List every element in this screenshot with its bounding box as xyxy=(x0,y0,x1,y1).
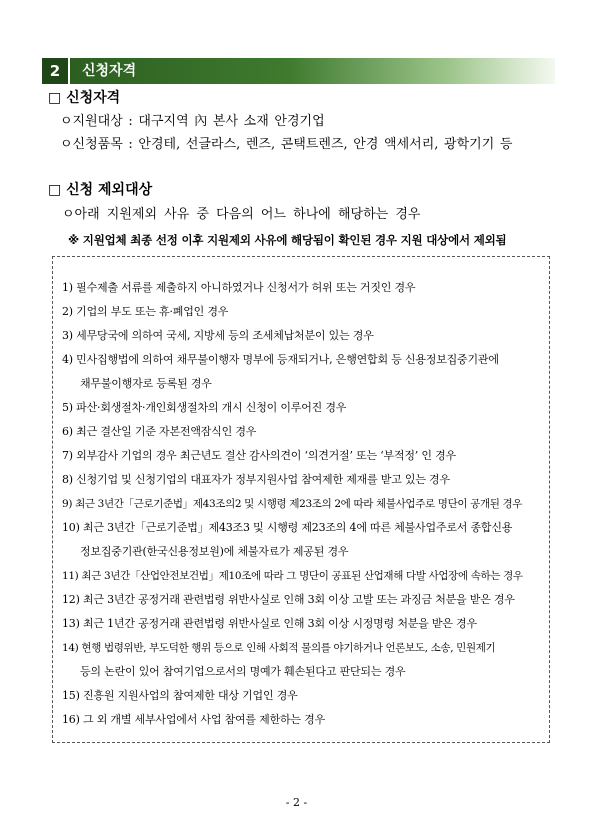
section-title: 신청자격 xyxy=(82,63,137,79)
exclusion-reason-13: 13) 최근 1년간 공정거래 관련법령 위반사실로 인해 3회 이상 시정명령 처분을 받은 경우 xyxy=(62,617,477,630)
section-number: 2 xyxy=(42,58,68,84)
exclusion-reason-12: 12) 최근 3년간 공정거래 관련법령 위반사실로 인해 3회 이상 고발 또는 과징금 처분을 받은 경우 xyxy=(62,593,515,606)
eligibility-target: ㅇ지원대상 : 대구지역 內 본사 소재 안경기업 xyxy=(60,114,325,129)
exclusion-reason-11: 11) 최근 3년간「산업안전보건법」제10조에 따라 그 명단이 공표된 산업재해 다발 사업장에 속하는 경우 xyxy=(62,570,523,582)
exclusion-reason-10-continued: 정보집중기관(한국신용정보원)에 체불자료가 제공된 경우 xyxy=(80,545,349,558)
exclusion-reason-14-continued: 등의 논란이 있어 참여기업으로서의 명예가 훼손된다고 판단되는 경우 xyxy=(80,665,406,678)
exclusion-reason-4: 4) 민사집행법에 의하여 채무불이행자 명부에 등재되거나, 은행연합회 등 신용정보집중기관에 xyxy=(62,353,499,366)
exclusion-reason-5: 5) 파산·회생절차·개인회생절차의 개시 신청이 이루어진 경우 xyxy=(62,401,347,414)
section-header xyxy=(42,58,555,84)
eligibility-heading: □ 신청자격 xyxy=(48,90,121,106)
exclusion-reason-3: 3) 세무당국에 의하여 국세, 지방세 등의 조세체납처분이 있는 경우 xyxy=(62,329,374,342)
exclusion-heading: □ 신청 제외대상 xyxy=(48,182,153,198)
exclusion-note: ※ 지원업체 최종 선정 이후 지원제외 사유에 해당됨이 확인된 경우 지원 대상에서 제외됨 xyxy=(68,233,507,247)
exclusion-intro: ㅇ아래 지원제외 사유 중 다음의 어느 하나에 해당하는 경우 xyxy=(62,207,421,222)
eligibility-products: ㅇ신청품목 : 안경테, 선글라스, 렌즈, 콘택트렌즈, 안경 액세서리, 광학기기 등 xyxy=(60,137,513,152)
exclusion-reason-1: 1) 필수제출 서류를 제출하지 아니하였거나 신청서가 허위 또는 거짓인 경우 xyxy=(62,281,416,294)
exclusion-reason-15: 15) 진흥원 지원사업의 참여제한 대상 기업인 경우 xyxy=(62,689,298,702)
exclusion-reasons-box xyxy=(52,256,550,743)
exclusion-reason-4-continued: 채무불이행자로 등록된 경우 xyxy=(80,377,212,390)
exclusion-reason-6: 6) 최근 결산일 기준 자본전액잠식인 경우 xyxy=(62,425,257,438)
exclusion-reason-14: 14) 현행 법령위반, 부도덕한 행위 등으로 인해 사회적 물의를 야기하거나 언론보도, 소송, 민원제기 xyxy=(62,642,496,654)
exclusion-reason-8: 8) 신청기업 및 신청기업의 대표자가 정부지원사업 참여제한 제재를 받고 있는 경우 xyxy=(62,473,450,486)
exclusion-reason-2: 2) 기업의 부도 또는 휴·폐업인 경우 xyxy=(62,305,229,318)
exclusion-reason-16: 16) 그 외 개별 세부사업에서 사업 참여를 제한하는 경우 xyxy=(62,713,326,726)
exclusion-reason-7: 7) 외부감사 기업의 경우 최근년도 결산 감사의견이 ‘의견거절’ 또는 ‘부적정’ 인 경우 xyxy=(62,449,456,462)
exclusion-reason-10: 10) 최근 3년간「근로기준법」제43조3 및 시행령 제23조의 4에 따른 체불사업주로서 종합신용 xyxy=(62,521,513,534)
exclusion-reason-9: 9) 최근 3년간「근로기준법」제43조의2 및 시행령 제23조의 2에 따라 체불사업주로 명단이 공개된 경우 xyxy=(62,498,523,510)
page-number: - 2 - xyxy=(285,796,308,809)
section-title-bar xyxy=(70,58,555,84)
